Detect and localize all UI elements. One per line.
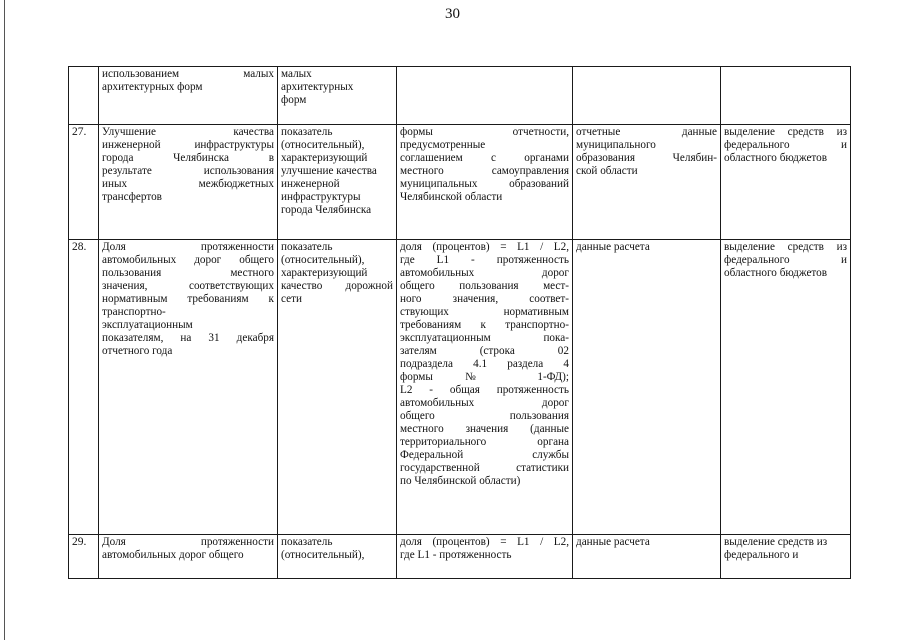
cell-line: нормативным требованиям к (102, 293, 274, 305)
indicator-type-cell (278, 67, 397, 125)
cell-line: показатель (281, 536, 333, 548)
cell-line: малых (281, 68, 312, 80)
cell-line: отчетного года (102, 345, 173, 357)
cell-line: инженерной инфраструктуры (102, 139, 274, 151)
cell-line: форм (281, 94, 307, 106)
cell-line: муниципального (576, 139, 656, 151)
cell-line: иных межбюджетных (102, 178, 274, 190)
cell-line: (относительный), (281, 139, 365, 151)
indicator-name-cell (99, 240, 278, 535)
cell-line: государственной статистики (400, 462, 569, 474)
cell-line: эксплуатационным пока- (400, 332, 569, 344)
cell-line: общего пользования (400, 410, 569, 422)
cell-line: зателям (строка 02 (400, 345, 569, 357)
cell-line: доля (процентов) = L1 / L2, (400, 536, 569, 548)
cell-line: эксплуатационным (102, 319, 193, 331)
cell-line: образования Челябин- (576, 152, 717, 164)
cell-line: Доля протяженности (102, 241, 274, 253)
cell-line: ствующих нормативным (400, 306, 569, 318)
table-body (69, 67, 851, 579)
cell-line: местного самоуправления (400, 165, 569, 177)
cell-line: города Челябинска (281, 204, 372, 216)
cell-line: ного значения, соответ- (400, 293, 569, 305)
left-margin-line (4, 0, 5, 640)
cell-line: результате использования (102, 165, 274, 177)
cell-line: архитектурных форм (102, 81, 203, 93)
indicator-name-cell (99, 125, 278, 240)
funding-cell (721, 240, 851, 535)
cell-line: выделение средств из (724, 241, 847, 253)
cell-line: муниципальных образований (400, 178, 569, 190)
cell-line: (относительный), (281, 254, 365, 266)
cell-line: предусмотренные (400, 139, 486, 151)
page-number: 30 (445, 6, 460, 22)
cell-line: федерального и (724, 254, 847, 266)
cell-line: Федеральной службы (400, 449, 569, 461)
cell-line: использованием малых (102, 68, 274, 80)
cell-line: данные расчета (576, 536, 650, 548)
calculation-cell (397, 125, 573, 240)
cell-line: областного бюджетов (724, 267, 828, 279)
cell-line: требованиям к транспортно- (400, 319, 569, 331)
funding-cell (721, 535, 851, 579)
cell-line: Улучшение качества (102, 126, 274, 138)
cell-line: формы № 1-ФД); (400, 371, 569, 383)
cell-line: автомобильных дорог общего (102, 549, 244, 561)
cell-line: трансфертов (102, 191, 162, 203)
cell-line: показателям, на 31 декабря (102, 332, 274, 344)
row-number (69, 67, 99, 125)
cell-line: характеризующий (281, 267, 368, 279)
cell-line: ской области (576, 165, 638, 177)
indicators-table (68, 66, 851, 579)
cell-line: архитектурных (281, 81, 354, 93)
cell-line: данные расчета (576, 241, 650, 253)
calculation-cell (397, 240, 573, 535)
indicator-name-cell (99, 67, 278, 125)
cell-line: (относительный), (281, 549, 365, 561)
cell-line: улучшение качества (281, 165, 377, 177)
cell-line: общего пользования мест- (400, 280, 569, 292)
cell-line: соглашением с органами (400, 152, 569, 164)
cell-line: характеризующий (281, 152, 368, 164)
indicator-name-cell (99, 535, 278, 579)
row-number: 28. (69, 240, 99, 535)
cell-line: федерального и (724, 549, 799, 561)
funding-cell (721, 125, 851, 240)
cell-line: пользования местного (102, 267, 274, 279)
cell-line: где L1 - протяженность (400, 254, 569, 266)
cell-line: автомобильных дорог (400, 397, 569, 409)
source-cell (573, 535, 721, 579)
table-row (69, 535, 851, 579)
cell-line: L2 - общая протяженность (400, 384, 569, 396)
cell-line: Доля протяженности (102, 536, 274, 548)
table-row (69, 125, 851, 240)
source-cell (573, 125, 721, 240)
source-cell (573, 67, 721, 125)
calculation-cell (397, 67, 573, 125)
indicator-type-cell (278, 240, 397, 535)
table-row (69, 67, 851, 125)
cell-line: инфраструктуры (281, 191, 361, 203)
cell-line: областного бюджетов (724, 152, 828, 164)
cell-line: где L1 - протяженность (400, 549, 512, 561)
cell-line: качество дорожной (281, 280, 393, 292)
cell-line: доля (процентов) = L1 / L2, (400, 241, 569, 253)
cell-line: отчетные данные (576, 126, 717, 138)
row-number: 27. (69, 125, 99, 240)
cell-line: показатель (281, 241, 333, 253)
cell-line: по Челябинской области) (400, 475, 521, 487)
cell-line: автомобильных дорог (400, 267, 569, 279)
cell-line: сети (281, 293, 302, 305)
cell-line: значения, соответствующих (102, 280, 274, 292)
cell-line: местного значения (данные (400, 423, 569, 435)
indicator-type-cell (278, 125, 397, 240)
calculation-cell (397, 535, 573, 579)
cell-line: федерального и (724, 139, 847, 151)
cell-line: территориального органа (400, 436, 569, 448)
cell-line: формы отчетности, (400, 126, 569, 138)
source-cell (573, 240, 721, 535)
funding-cell (721, 67, 851, 125)
cell-line: подраздела 4.1 раздела 4 (400, 358, 569, 370)
indicator-type-cell (278, 535, 397, 579)
cell-line: автомобильных дорог общего (102, 254, 274, 266)
cell-line: показатель (281, 126, 333, 138)
table-row (69, 240, 851, 535)
cell-line: транспортно- (102, 306, 166, 318)
cell-line: города Челябинска в (102, 152, 274, 164)
cell-line: выделение средств из (724, 126, 847, 138)
cell-line: инженерной (281, 178, 340, 190)
cell-line: выделение средств из (724, 536, 828, 548)
row-number: 29. (69, 535, 99, 579)
cell-line: Челябинской области (400, 191, 503, 203)
